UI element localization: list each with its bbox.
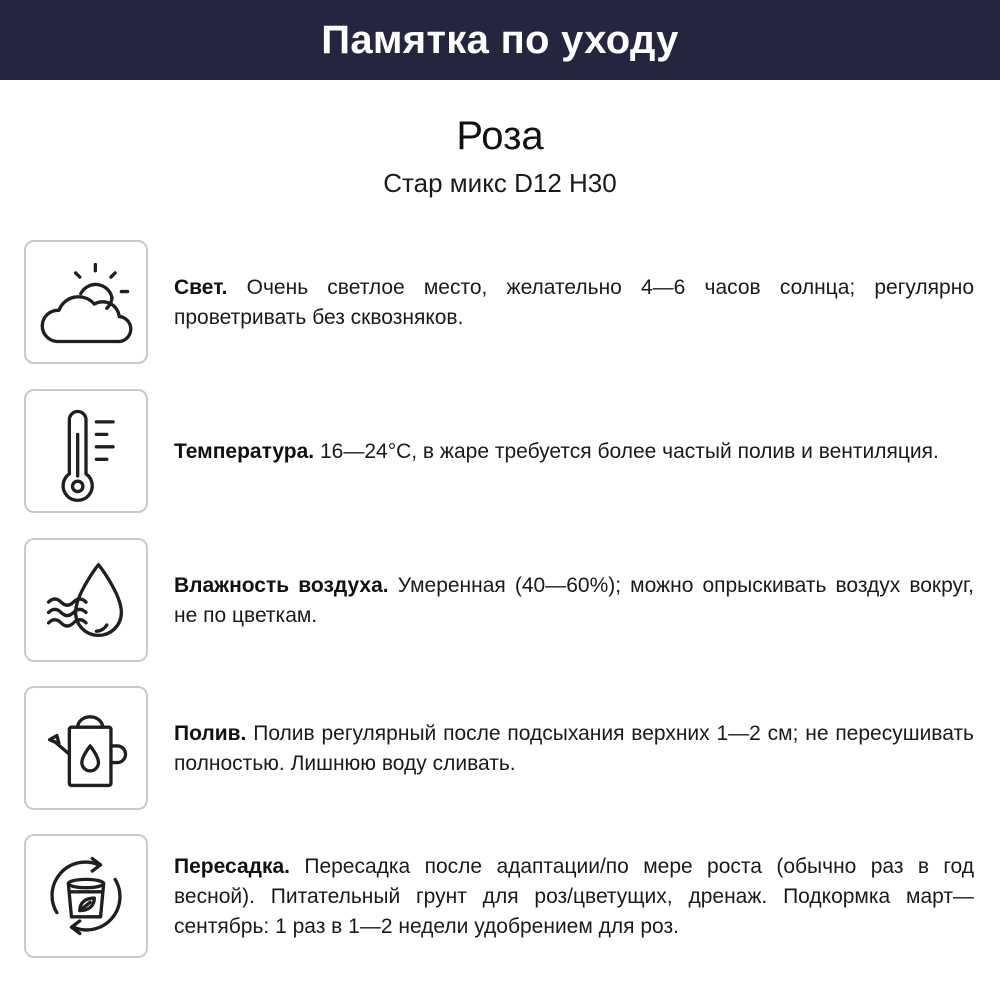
care-title-watering: Полив. <box>174 722 254 745</box>
care-row-watering <box>24 686 976 812</box>
care-text-humidity <box>174 571 974 631</box>
icon-box <box>24 686 148 810</box>
care-text-repotting <box>174 852 974 942</box>
icon-box <box>24 538 148 662</box>
care-desc-humidity: Умеренная (40—60%); можно опрыскивать воздух вокруг, не по цветкам. <box>174 574 974 627</box>
care-row-repotting <box>24 834 976 960</box>
care-title-repotting: Пересадка. <box>174 855 305 878</box>
care-text-watering <box>174 719 974 779</box>
care-desc-repotting: Пересадка после адаптации/по мере роста (обычно раз в год весной). Питательный грунт для роз/цветущих, дренаж. Подкормка март—сентябрь: 1 раз в 1—2 недели удобрением для роз. <box>174 855 975 938</box>
plant-title-block <box>0 112 1000 200</box>
icon-box <box>24 240 148 364</box>
care-desc-light: Очень светлое место, желательно 4—6 часов солнца; регулярно проветривать без сквозняков. <box>174 276 975 329</box>
care-title-temperature: Температура. <box>174 440 320 463</box>
plant-name: Роза <box>456 114 544 158</box>
icon-box <box>24 834 148 958</box>
repot-icon <box>34 844 138 948</box>
care-row-temperature <box>24 389 976 515</box>
care-row-humidity <box>24 538 976 664</box>
sun-cloud-icon <box>34 250 138 354</box>
care-text-light <box>174 273 974 333</box>
icon-box <box>24 389 148 513</box>
care-desc-temperature: 16—24°C, в жаре требуется более частый полив и вентиляция. <box>319 440 939 463</box>
humidity-drop-icon <box>34 548 138 652</box>
plant-variety: Стар микс D12 H30 <box>383 168 617 198</box>
thermometer-icon <box>34 399 138 503</box>
page-header <box>0 0 1000 80</box>
care-desc-watering: Полив регулярный после подсыхания верхних 1—2 см; не пересушивать полностью. Лишнюю воду сливать. <box>174 722 974 775</box>
care-row-light <box>24 240 976 366</box>
care-text-temperature <box>174 437 974 467</box>
care-title-light: Свет. <box>174 276 247 299</box>
care-title-humidity: Влажность воздуха. <box>174 574 398 597</box>
page-title: Памятка по уходу <box>321 17 679 62</box>
watering-can-icon <box>34 696 138 800</box>
